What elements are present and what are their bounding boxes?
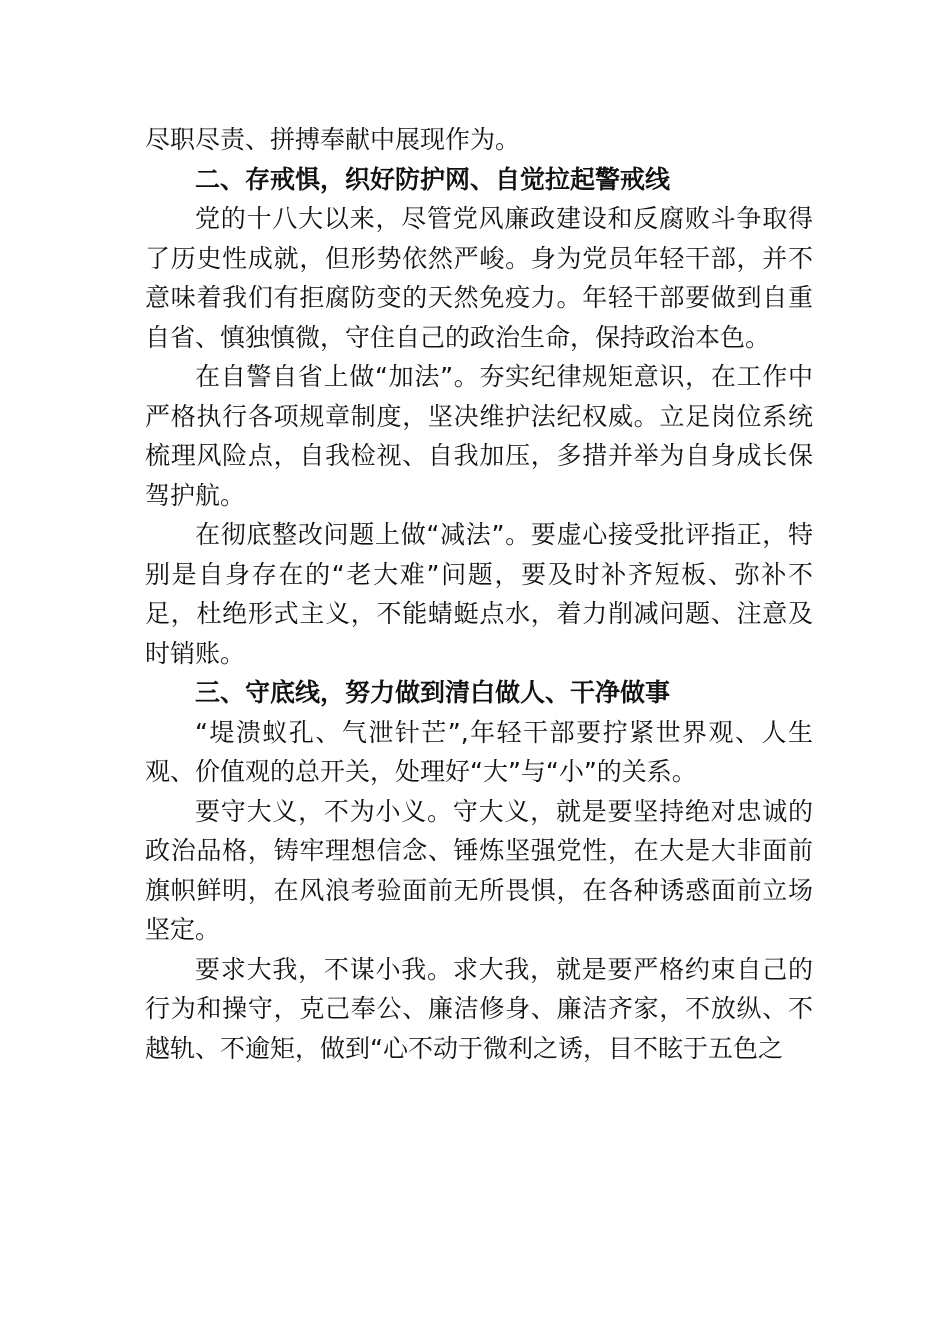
section-2-paragraph-3: 在彻底整改问题上做“减法”。要虚心接受批评指正，特别是自身存在的“老大难”问题，要及时补齐短板、弥补不足，杜绝形式主义，不能蜻蜓点水，着力削减问题、注意及时销账。 bbox=[145, 520, 813, 668]
section-2-paragraph-2: 在自警自省上做“加法”。夯实纪律规矩意识，在工作中严格执行各项规章制度，坚决维护法纪权威。立足岗位系统梳理风险点，自我检视、自我加压，多措并举为自身成长保驾护航。 bbox=[145, 362, 813, 510]
document-body bbox=[145, 120, 813, 1068]
section-3-paragraph-3: 要求大我，不谋小我。求大我，就是要严格约束自己的行为和操守，克己奉公、廉洁修身、廉洁齐家，不放纵、不越轨、不逾矩，做到“心不动于微利之诱，目不眩于五色之 bbox=[145, 954, 813, 1063]
section-3-paragraph-1: “堤溃蚁孔、气泄针芒”,年轻干部要拧紧世界观、人生观、价值观的总开关，处理好“大”与“小”的关系。 bbox=[145, 717, 813, 786]
section-2-paragraph-1: 党的十八大以来，尽管党风廉政建设和反腐败斗争取得了历史性成就，但形势依然严峻。身为党员年轻干部，并不意味着我们有拒腐防变的天然免疫力。年轻干部要做到自重自省、慎独慎微，守住自己的政治生命，保持政治本色。 bbox=[145, 204, 813, 352]
section-3-paragraph-2: 要守大义，不为小义。守大义，就是要坚持绝对忠诚的政治品格，铸牢理想信念、锤炼坚强党性，在大是大非面前旗帜鲜明，在风浪考验面前无所畏惧，在各种诱惑面前立场坚定。 bbox=[145, 796, 813, 944]
section-2-heading: 二、存戒惧，织好防护网、自觉拉起警戒线 bbox=[195, 164, 671, 194]
section-3-heading: 三、守底线，努力做到清白做人、干净做事 bbox=[195, 678, 671, 707]
continuation-paragraph: 尽职尽责、拼搏奉献中展现作为。 bbox=[145, 125, 521, 154]
